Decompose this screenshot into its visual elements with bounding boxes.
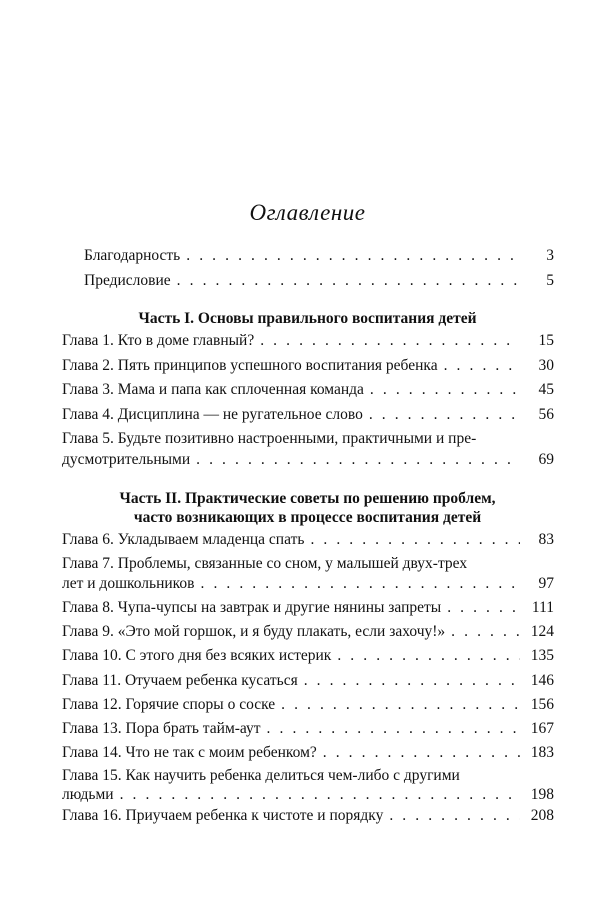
toc-entry-chapter-8[interactable] bbox=[62, 598, 554, 618]
toc-entry-chapter-7[interactable] bbox=[62, 574, 554, 594]
dot-leader bbox=[281, 695, 520, 715]
entry-label: Глава 4. Дисциплина — не ругательное слово bbox=[62, 406, 363, 423]
part-1-heading: Часть I. Основы правильного воспитания детей bbox=[138, 310, 477, 327]
toc-entry-chapter-1[interactable] bbox=[62, 331, 554, 351]
toc-title: Оглавление bbox=[249, 200, 366, 225]
toc-entry-chapter-13[interactable] bbox=[62, 719, 554, 739]
toc-entry-acknowledgements[interactable] bbox=[84, 246, 554, 266]
dot-leader bbox=[447, 598, 520, 618]
entry-label: Глава 6. Укладываем младенца спать bbox=[62, 531, 305, 548]
entry-label: Глава 9. «Это мой горшок, и я буду плакать, если захочу!» bbox=[62, 623, 446, 640]
toc-entry-chapter-14[interactable] bbox=[62, 743, 554, 763]
toc-entry-chapter-7-line1[interactable]: Глава 7. Проблемы, связанные со сном, у малышей двух-трех bbox=[62, 555, 468, 572]
dot-leader bbox=[323, 743, 520, 763]
entry-label: Благодарность bbox=[84, 247, 181, 264]
dot-leader bbox=[444, 356, 520, 376]
entry-label: дусмотрительными bbox=[62, 451, 191, 468]
dot-leader bbox=[120, 785, 520, 805]
dot-leader bbox=[337, 646, 520, 666]
entry-label: Глава 11. Отучаем ребенка кусаться bbox=[62, 672, 298, 689]
entry-page-number: 167 bbox=[530, 720, 554, 737]
entry-label: лет и дошкольников bbox=[62, 575, 195, 592]
entry-label: Глава 2. Пять принципов успешного воспитания ребенка bbox=[62, 357, 438, 374]
dot-leader bbox=[370, 380, 520, 400]
dot-leader bbox=[369, 405, 520, 425]
entry-page-number: 146 bbox=[530, 672, 554, 689]
toc-entry-chapter-16[interactable] bbox=[62, 806, 554, 826]
entry-page-number: 183 bbox=[530, 744, 554, 761]
entry-label: Глава 10. С этого дня без всяких истерик bbox=[62, 647, 332, 664]
entry-page-number: 15 bbox=[538, 332, 554, 349]
toc-entry-chapter-2[interactable] bbox=[62, 356, 554, 376]
toc-entry-chapter-4[interactable] bbox=[62, 405, 554, 425]
entry-page-number: 198 bbox=[530, 786, 554, 803]
part-2-heading-line1: Часть II. Практические советы по решению проблем, bbox=[119, 490, 496, 507]
toc-entry-chapter-15[interactable] bbox=[62, 785, 554, 805]
dot-leader bbox=[389, 806, 520, 826]
entry-label: Предисловие bbox=[84, 272, 171, 289]
toc-entry-chapter-12[interactable] bbox=[62, 695, 554, 715]
entry-page-number: 83 bbox=[538, 531, 554, 548]
entry-label: Глава 8. Чупа-чупсы на завтрак и другие нянины запреты bbox=[62, 599, 442, 616]
entry-page-number: 111 bbox=[531, 599, 554, 616]
entry-label: Глава 14. Что не так с моим ребенком? bbox=[62, 744, 317, 761]
dot-leader bbox=[310, 530, 520, 550]
part-2-heading-line2: часто возникающих в процессе воспитания детей bbox=[133, 509, 482, 526]
entry-label: Глава 16. Приучаем ребенка к чистоте и порядку bbox=[62, 807, 384, 824]
entry-page-number: 135 bbox=[530, 647, 554, 664]
entry-label: Глава 1. Кто в доме главный? bbox=[62, 332, 255, 349]
dot-leader bbox=[177, 271, 520, 291]
toc-entry-chapter-5-line1[interactable]: Глава 5. Будьте позитивно настроенными, практичными и пре- bbox=[62, 430, 477, 447]
dot-leader bbox=[260, 331, 520, 351]
toc-entry-chapter-15-line1[interactable]: Глава 15. Как научить ребенка делиться чем-либо с другими bbox=[62, 767, 460, 784]
entry-page-number: 124 bbox=[530, 623, 554, 640]
entry-label: Глава 13. Пора брать тайм-аут bbox=[62, 720, 261, 737]
entry-page-number: 97 bbox=[538, 575, 554, 592]
entry-page-number: 3 bbox=[546, 247, 554, 264]
dot-leader bbox=[267, 719, 520, 739]
dot-leader bbox=[186, 246, 520, 266]
toc-entry-chapter-3[interactable] bbox=[62, 380, 554, 400]
toc-entry-chapter-9[interactable] bbox=[62, 622, 554, 642]
entry-page-number: 5 bbox=[546, 272, 554, 289]
entry-page-number: 69 bbox=[538, 451, 554, 468]
entry-page-number: 45 bbox=[538, 381, 554, 398]
toc-entry-chapter-5[interactable] bbox=[62, 450, 554, 470]
entry-page-number: 56 bbox=[538, 406, 554, 423]
dot-leader bbox=[196, 450, 520, 470]
toc-entry-chapter-10[interactable] bbox=[62, 646, 554, 666]
entry-label: Глава 3. Мама и папа как сплоченная команда bbox=[62, 381, 364, 398]
entry-page-number: 30 bbox=[538, 357, 554, 374]
entry-page-number: 208 bbox=[530, 807, 554, 824]
dot-leader bbox=[451, 622, 520, 642]
toc-entry-chapter-11[interactable] bbox=[62, 671, 554, 691]
toc-entry-chapter-6[interactable] bbox=[62, 530, 554, 550]
dot-leader bbox=[304, 671, 520, 691]
entry-label: Глава 12. Горячие споры о соске bbox=[62, 696, 276, 713]
dot-leader bbox=[201, 574, 521, 594]
entry-page-number: 156 bbox=[530, 696, 554, 713]
entry-label: людьми bbox=[62, 786, 114, 803]
toc-entry-preface[interactable] bbox=[84, 271, 554, 291]
